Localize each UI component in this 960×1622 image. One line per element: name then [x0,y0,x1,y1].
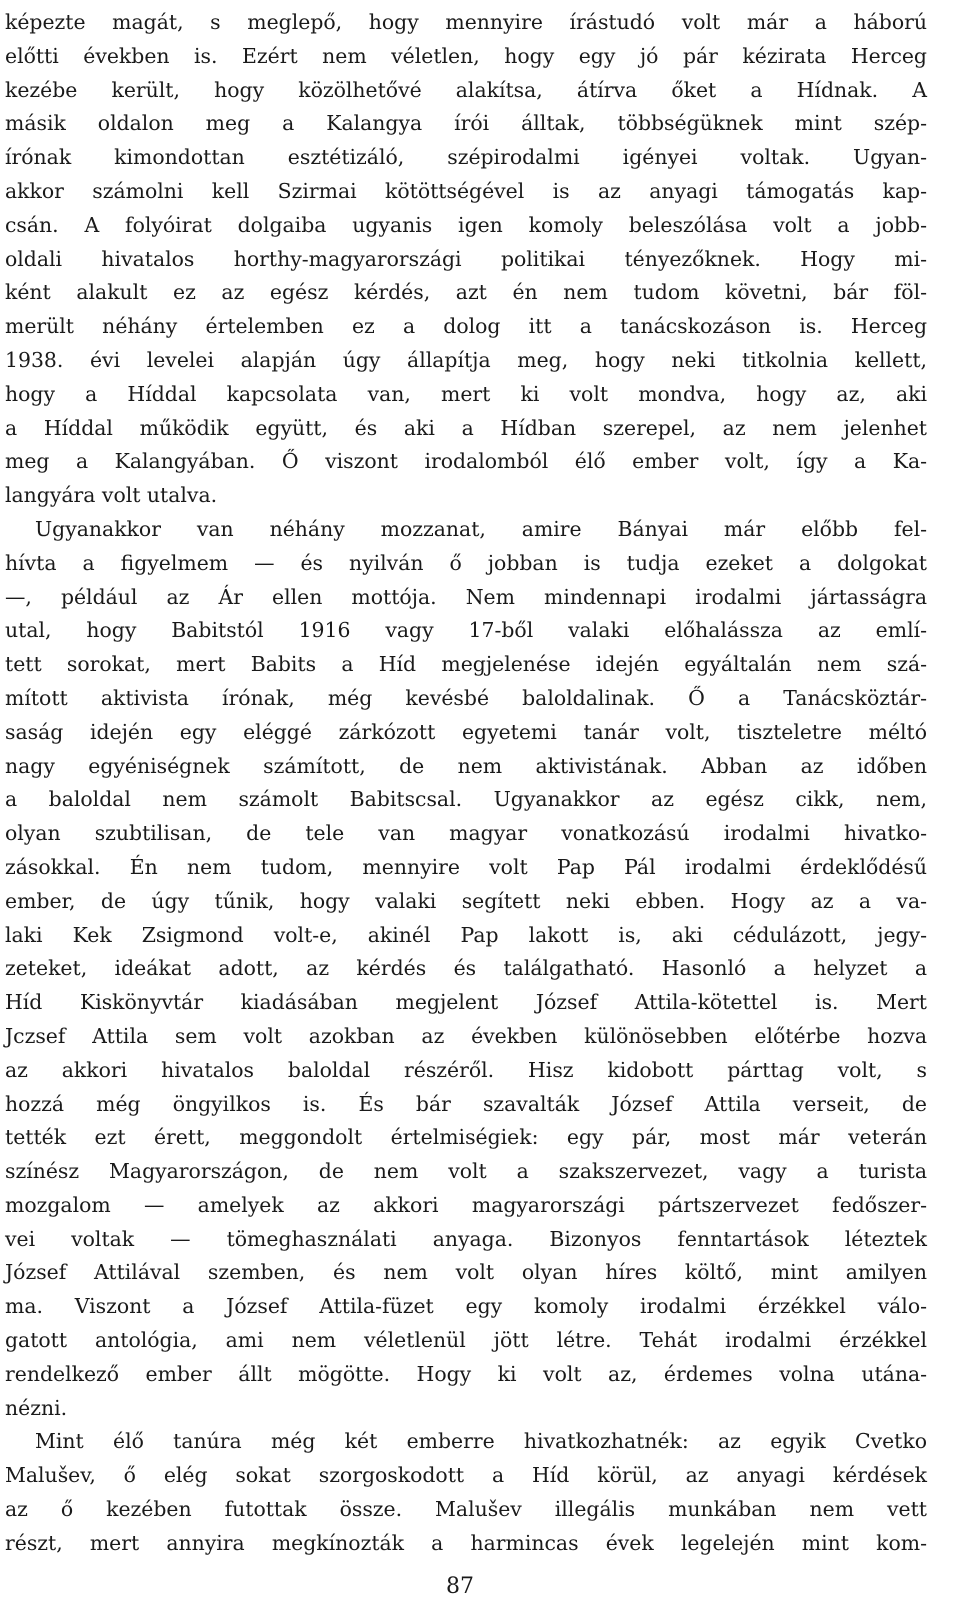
text-line: az akkori hivatalos baloldal részéről. Hisz kidobott párttag volt, s [5,1057,927,1082]
text-line: zásokkal. Én nem tudom, mennyire volt Pap Pál irodalmi érdeklődésű [5,854,927,879]
text-line: másik oldalon meg a Kalangya írói álltak, többségüknek mint szép- [5,111,927,136]
paragraph [5,6,927,513]
text-line: Jczsef Attila sem volt azokban az években különösebben előtérbe hozva [5,1023,927,1048]
text-line: a baloldal nem számolt Babitscsal. Ugyanakkor az egész cikk, nem, [5,787,927,812]
text-line: Malušev, ő elég sokat szorgoskodott a Híd körül, az anyagi kérdések [5,1463,927,1488]
text-line: langyára volt utalva. [5,483,218,508]
text-line: meg a Kalangyában. Ő viszont irodalomból élő ember volt, így a Ka- [5,449,927,474]
text-line: mozgalom — amelyek az akkori magyarországi pártszervezet fedőszer- [5,1192,927,1217]
text-line: előtti években is. Ezért nem véletlen, hogy egy jó pár kézirata Herceg [5,43,927,68]
text-line: zeteket, ideákat adott, az kérdés és találgatható. Hasonló a helyzet a [5,956,927,981]
text-line: kezébe került, hogy közölhetővé alakítsa, átírva őket a Hídnak. A [5,77,927,102]
text-line: —, például az Ár ellen mottója. Nem mindennapi irodalmi jártasságra [5,584,927,609]
text-line: utal, hogy Babitstól 1916 vagy 17-ből valaki előhalássza az emlí- [5,618,927,643]
text-line: nagy egyéniségnek számított, de nem aktivistának. Abban az időben [5,753,927,778]
text-line: rendelkező ember állt mögötte. Hogy ki volt az, érdemes volna utána- [5,1361,927,1386]
text-line: hívta a figyelmem — és nyilván ő jobban is tudja ezeket a dolgokat [5,550,927,575]
text-line: saság idején egy eléggé zárkózott egyetemi tanár volt, tiszteletre méltó [5,719,927,744]
text-line: ként alakult ez az egész kérdés, azt én nem tudom követni, bár föl- [5,280,927,305]
text-line: gatott antológia, ami nem véletlenül jött létre. Tehát irodalmi érzékkel [5,1328,927,1353]
text-line: csán. A folyóirat dolgaiba ugyanis igen komoly beleszólása volt a jobb- [5,212,927,237]
text-line: a Híddal működik együtt, és aki a Hídban szerepel, az nem jelenhet [5,415,927,440]
text-line: oldali hivatalos horthy-magyarországi politikai tényezőknek. Hogy mi- [5,246,927,271]
text-line: merült néhány értelemben ez a dolog itt a tanácskozáson is. Herceg [5,314,927,339]
text-line: laki Kek Zsigmond volt-e, akinél Pap lakott is, aki cédulázott, jegy- [5,922,927,947]
text-line: színész Magyarországon, de nem volt a szakszervezet, vagy a turista [5,1159,927,1184]
text-line: Híd Kiskönyvtár kiadásában megjelent József Attila-kötettel is. Mert [5,990,927,1015]
text-line: ma. Viszont a József Attila-füzet egy komoly irodalmi érzékkel válo- [5,1294,927,1319]
text-line: Mint élő tanúra még két emberre hivatkozhatnék: az egyik Cvetko [35,1429,927,1454]
text-line: ember, de úgy tűnik, hogy valaki segített neki ebben. Hogy az a va- [5,888,927,913]
page-number: 87 [446,1574,474,1599]
text-line: Ugyanakkor van néhány mozzanat, amire Bányai már előbb fel- [35,516,927,541]
text-line: képezte magát, s meglepő, hogy mennyire írástudó volt már a háború [5,10,927,34]
text-line: tették ezt érett, meggondolt értelmiségiek: egy pár, most már veterán [5,1125,927,1150]
text-line: mított aktivista írónak, még kevésbé baloldalinak. Ő a Tanácsköztár- [5,685,927,710]
text-line: nézni. [5,1395,68,1420]
text-line: tett sorokat, mert Babits a Híd megjelenése idején egyáltalán nem szá- [5,652,927,677]
text-line: 1938. évi levelei alapján úgy állapítja meg, hogy neki titkolnia kellett, [5,347,927,372]
text-line: írónak kimondottan esztétizáló, szépirodalmi igényei voltak. Ugyan- [5,145,927,170]
text-line: hogy a Híddal kapcsolata van, mert ki volt mondva, hogy az, aki [5,381,927,406]
text-line: részt, mert annyira megkínozták a harmincas évek legelején mint kom- [5,1530,927,1555]
text-line: vei voltak — tömeghasználati anyaga. Bizonyos fenntartások léteztek [5,1226,927,1251]
body-text [5,6,927,1561]
text-line: akkor számolni kell Szirmai kötöttségével is az anyagi támogatás kap- [5,178,927,203]
text-line: hozzá még öngyilkos is. És bár szavalták József Attila verseit, de [5,1091,927,1116]
paragraph [5,1425,927,1560]
text-line: olyan szubtilisan, de tele van magyar vonatkozású irodalmi hivatko- [5,821,927,846]
paragraph [5,513,927,1426]
text-line: az ő kezében futottak össze. Malušev illegális munkában nem vett [5,1497,927,1522]
text-line: József Attilával szemben, és nem volt olyan híres költő, mint amilyen [5,1260,927,1285]
